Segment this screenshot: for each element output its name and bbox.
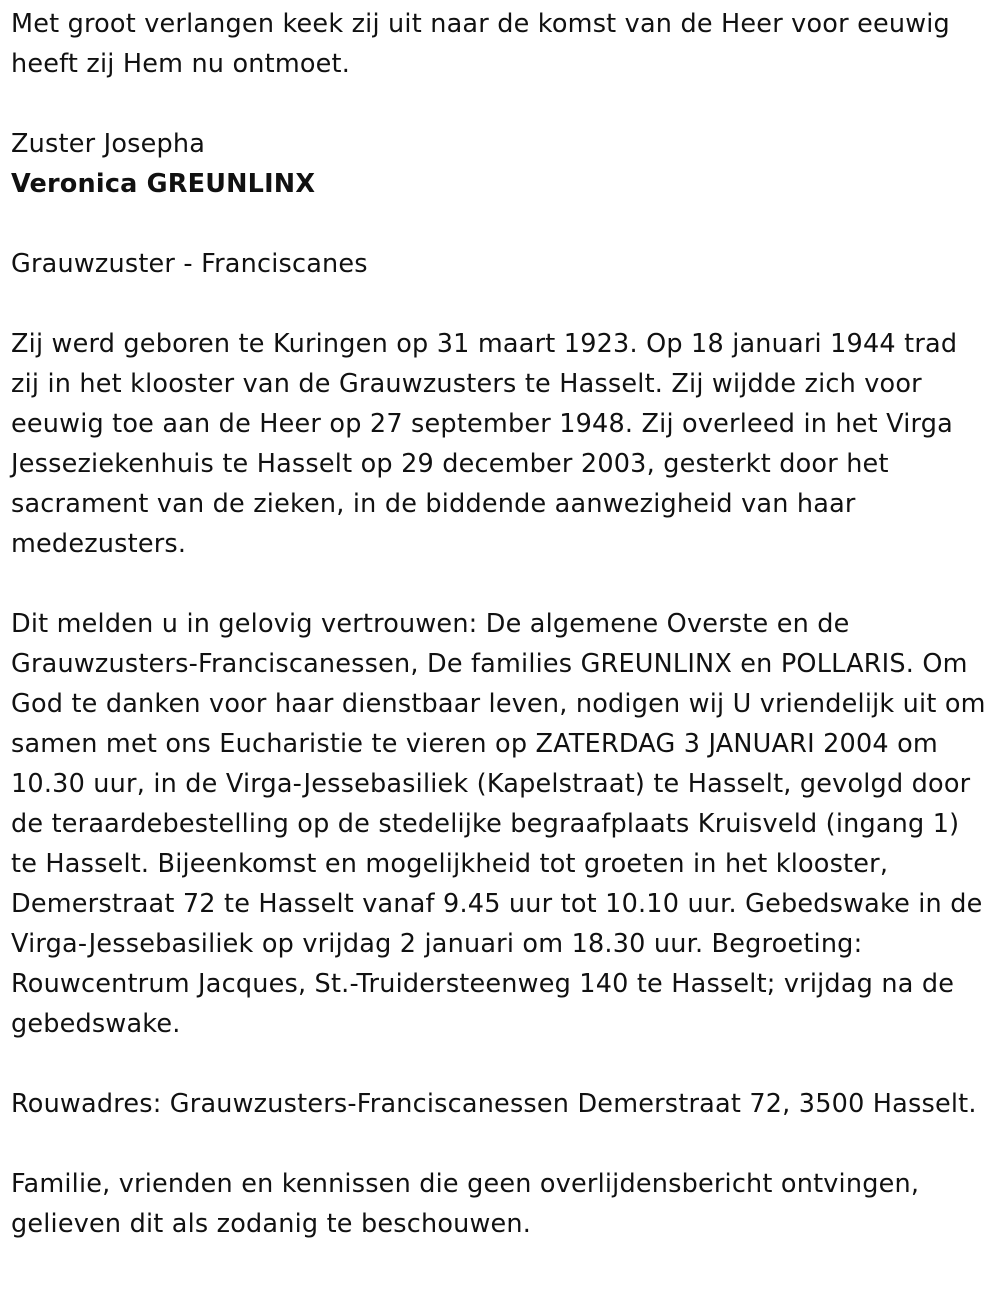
religious-name: Zuster Josepha <box>11 129 206 159</box>
congregation: Grauwzuster - Franciscanes <box>11 249 368 279</box>
full-name: Veronica GREUNLINX <box>11 169 316 199</box>
announcement-paragraph: Dit melden u in gelovig vertrouwen: De algemene Overste en de Grauwzusters-Franciscanessen, De families GREUNLINX en POLLARIS. Om God te danken voor haar dienstbaar leven, nodigen wij U vriendelijk uit om samen met ons Eucharistie te vieren op ZATERDAG 3 JANUARI 2004 om 10.30 uur, in de Virga-Jessebasiliek (Kapelstraat) te Hasselt, gevolgd door de teraardebestelling op de stedelijke begraafplaats Kruisveld (ingang 1) te Hasselt. Bijeenkomst en mogelijkheid tot groeten in het klooster, Demerstraat 72 te Hasselt vanaf 9.45 uur tot 10.10 uur. Gebedswake in de Virga-Jessebasiliek op vrijdag 2 januari om 18.30 uur. Begroeting: Rouwcentrum Jacques, St.-Truidersteenweg 140 te Hasselt; vrijdag na de gebedswake. <box>11 609 986 1039</box>
closing-paragraph: Familie, vrienden en kennissen die geen overlijdensbericht ontvingen, gelieven dit als zodanig te beschouwen. <box>11 1169 920 1239</box>
address-paragraph: Rouwadres: Grauwzusters-Franciscanessen Demerstraat 72, 3500 Hasselt. <box>11 1089 977 1119</box>
obituary-document <box>11 4 991 1244</box>
intro-paragraph: Met groot verlangen keek zij uit naar de komst van de Heer voor eeuwig heeft zij Hem nu ontmoet. <box>11 9 950 79</box>
biography-paragraph: Zij werd geboren te Kuringen op 31 maart 1923. Op 18 januari 1944 trad zij in het klooster van de Grauwzusters te Hasselt. Zij wijdde zich voor eeuwig toe aan de Heer op 27 september 1948. Zij overleed in het Virga Jesseziekenhuis te Hasselt op 29 december 2003, gesterkt door het sacrament van de zieken, in de biddende aanwezigheid van haar medezusters. <box>11 329 958 559</box>
